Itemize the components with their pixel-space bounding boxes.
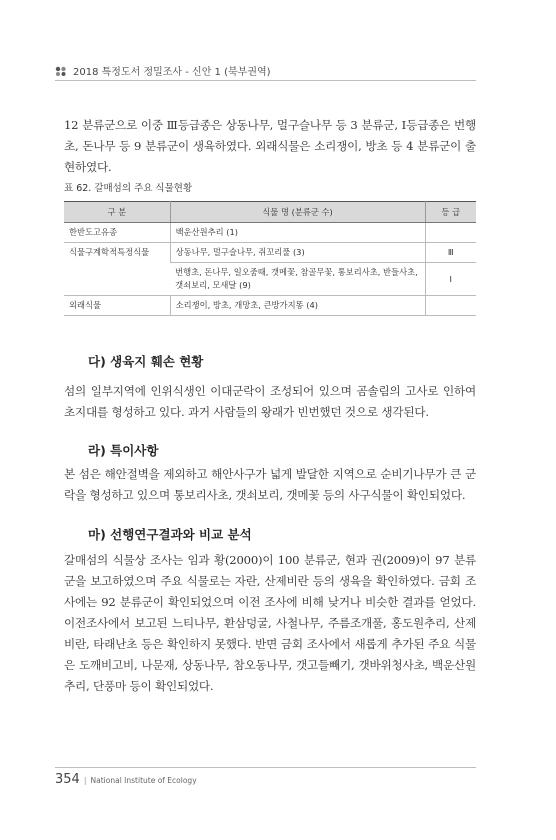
dots-cluster-icon <box>55 66 67 76</box>
row-category: 외래식물 <box>64 296 170 316</box>
header-category: 구 분 <box>64 202 170 223</box>
running-header <box>55 63 475 78</box>
section-title-comparison: 마) 선행연구결과와 비교 분석 <box>88 527 252 542</box>
row-grade <box>425 223 476 243</box>
running-title: 2018 특정도서 정밀조사 - 신안 1 (북부권역) <box>73 67 271 78</box>
footer-divider <box>55 767 476 768</box>
row-plant-names: 상동나무, 멀구슬나무, 쥐꼬리풀 (3) <box>170 243 425 263</box>
section-title-special-notes: 라) 특이사항 <box>88 443 159 458</box>
row-plant-names: 백운산원추리 (1) <box>170 223 425 243</box>
row-grade: Ⅲ <box>425 243 476 263</box>
row-category: 식물구계학적특정식물 <box>64 243 170 296</box>
publisher-name: National Institute of Ecology <box>90 776 197 785</box>
special-notes-paragraph: 본 섬은 해안절벽을 제외하고 해안사구가 넓게 발달한 지역으로 순비기나무가 큰 군락을 형성하고 있으며 통보리사초, 갯쇠보리, 갯메꽃 등의 사구식물이 확인되었다. <box>64 467 476 502</box>
table-row <box>64 223 476 243</box>
row-plant-names: 번행초, 돈나무, 일오줌때, 갯메꽃, 참골무꽃, 통보리사초, 반들사초, 갯쇠보리, 모새달 (9) <box>170 263 425 296</box>
page-footer <box>55 772 197 787</box>
habitat-damage-paragraph: 섬의 일부지역에 인위식생인 이대군락이 조성되어 있으며 곰솔림의 고사로 인하여 초지대를 형성하고 있다. 과거 사람들의 왕래가 빈번했던 것으로 생각된다. <box>64 384 476 419</box>
row-grade: Ⅰ <box>425 263 476 296</box>
section-title-habitat-damage: 다) 생육지 훼손 현황 <box>88 354 204 369</box>
page-number: 354 <box>55 772 80 787</box>
header-plant-names: 식물 명 (분류군 수) <box>170 202 425 223</box>
row-grade <box>425 296 476 316</box>
row-plant-names: 소리쟁이, 방초, 개망초, 큰방가지똥 (4) <box>170 296 425 316</box>
row-category: 한반도고유종 <box>64 223 170 243</box>
footer-separator: | <box>83 776 87 785</box>
intro-paragraph: 12 분류군으로 이중 Ⅲ등급종은 상동나무, 멀구슬나무 등 3 분류군, Ⅰ등급종은 번행초, 돈나무 등 9 분류군이 생육하였다. 외래식물은 소리쟁이, 방초 등 4 분류군이 출현하였다. <box>64 118 476 174</box>
header-grade: 등 급 <box>425 202 476 223</box>
table-row <box>64 296 476 316</box>
table-header-row <box>64 202 476 223</box>
table-caption: 표 62. 갈매섬의 주요 식물현황 <box>64 183 193 194</box>
plant-status-table <box>64 201 476 316</box>
comparison-paragraph: 갈매섬의 식물상 조사는 임과 황(2000)이 100 분류군, 현과 권(2009)이 97 분류군을 보고하였으며 주요 식물로는 자란, 산제비란 등의 생육을 확인하였다. 금회 조사에는 92 분류군이 확인되었으며 이전 조사에 비해 낮거나 비슷한 결과를 얻었다. 이전조사에서 보고된 느티나무, 환삼덩굴, 사철나무, 주름조개풀, 홍도원추리, 산제비란, 타래난초 등은 확인하지 못했다. 반면 금회 조사에서 새롭게 추가된 주요 식물은 도깨비고비, 나문재, 상동나무, 참오동나무, 갯고들빼기, 갯바위청사초, 백운산원추리, 단풍마 등이 확인되었다. <box>64 553 476 693</box>
table-row <box>64 243 476 263</box>
header-divider <box>55 80 476 81</box>
